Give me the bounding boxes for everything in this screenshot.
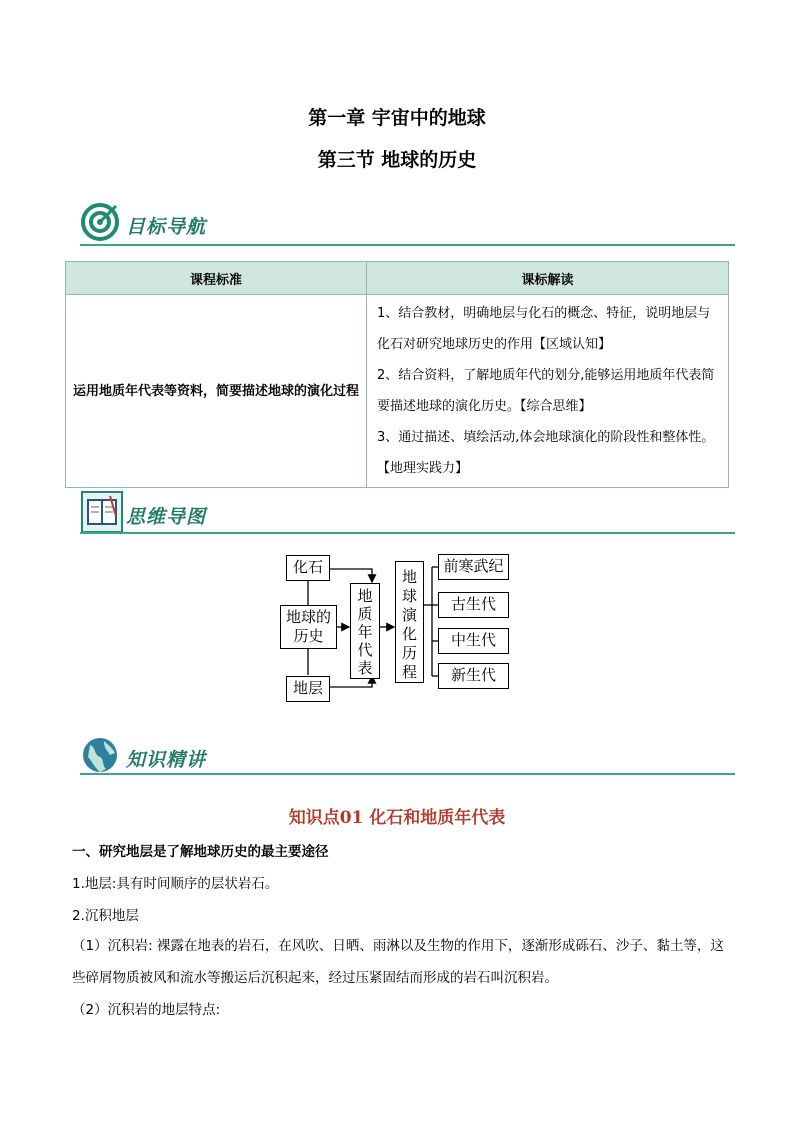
body-paragraph: 1.地层:具有时间顺序的层状岩石。 bbox=[72, 876, 279, 892]
mindmap-strata-box: 地层 bbox=[286, 676, 330, 702]
body-heading: 一、研究地层是了解地球历史的最主要途径 bbox=[72, 844, 329, 860]
table-header-interpretation: 课标解读 bbox=[367, 262, 729, 295]
curriculum-table bbox=[65, 261, 729, 488]
mindmap-history-box: 地球的历史 bbox=[280, 605, 337, 649]
target-icon bbox=[80, 202, 120, 242]
globe-icon bbox=[80, 735, 120, 775]
knowledge-point-title: 知识点01 化石和地质年代表 bbox=[288, 808, 506, 828]
mindmap-fossil-box: 化石 bbox=[286, 555, 330, 581]
mindmap-era-box: 新生代 bbox=[438, 663, 509, 689]
body-paragraph: （2）沉积岩的地层特点: bbox=[72, 1002, 221, 1018]
curriculum-interpretation bbox=[367, 295, 729, 488]
mindmap-section-header bbox=[80, 490, 735, 538]
mindmap-era-box: 前寒武纪 bbox=[438, 554, 509, 580]
knowledge-section-header bbox=[80, 733, 735, 781]
interpretation-item: 1、结合教材，明确地层与化石的概念、特征，说明地层与化石对研究地球历史的作用【区域认知】 bbox=[377, 306, 711, 352]
goal-section-header bbox=[80, 200, 735, 248]
mindmap-era-box: 古生代 bbox=[438, 592, 509, 618]
interpretation-item: 2、结合资料，了解地质年代的划分,能够运用地质年代表简要描述地球的演化历史。【综合思维】 bbox=[377, 368, 715, 414]
body-paragraph: （1）沉积岩: 裸露在地表的岩石，在风吹、日晒、雨淋以及生物的作用下，逐渐形成砾石、沙子、黏土等，这些碎屑物质被风和流水等搬运后沉积起来，经过压紧固结而形成的岩石叫沉积岩。 bbox=[72, 938, 724, 986]
table-header-standard: 课程标准 bbox=[66, 262, 367, 295]
chapter-title: 第一章 宇宙中的地球 bbox=[308, 107, 486, 129]
mindmap-evolution-box: 地球演化历程 bbox=[395, 561, 424, 683]
section-title: 第三节 地球的历史 bbox=[317, 149, 477, 171]
mindmap-section-label: 思维导图 bbox=[126, 506, 207, 528]
mindmap-era-box: 中生代 bbox=[438, 628, 509, 654]
interpretation-item: 3、通过描述、填绘活动,体会地球演化的阶段性和整体性。【地理实践力】 bbox=[377, 430, 715, 476]
body-paragraph: 2.沉积地层 bbox=[72, 908, 139, 924]
goal-section-label: 目标导航 bbox=[126, 216, 207, 238]
knowledge-section-label: 知识精讲 bbox=[126, 749, 207, 771]
notebook-icon bbox=[80, 490, 124, 534]
mindmap-timetable-box: 地质年代表 bbox=[350, 583, 380, 679]
curriculum-standard-text: 运用地质年代表等资料，简要描述地球的演化过程 bbox=[66, 295, 367, 488]
